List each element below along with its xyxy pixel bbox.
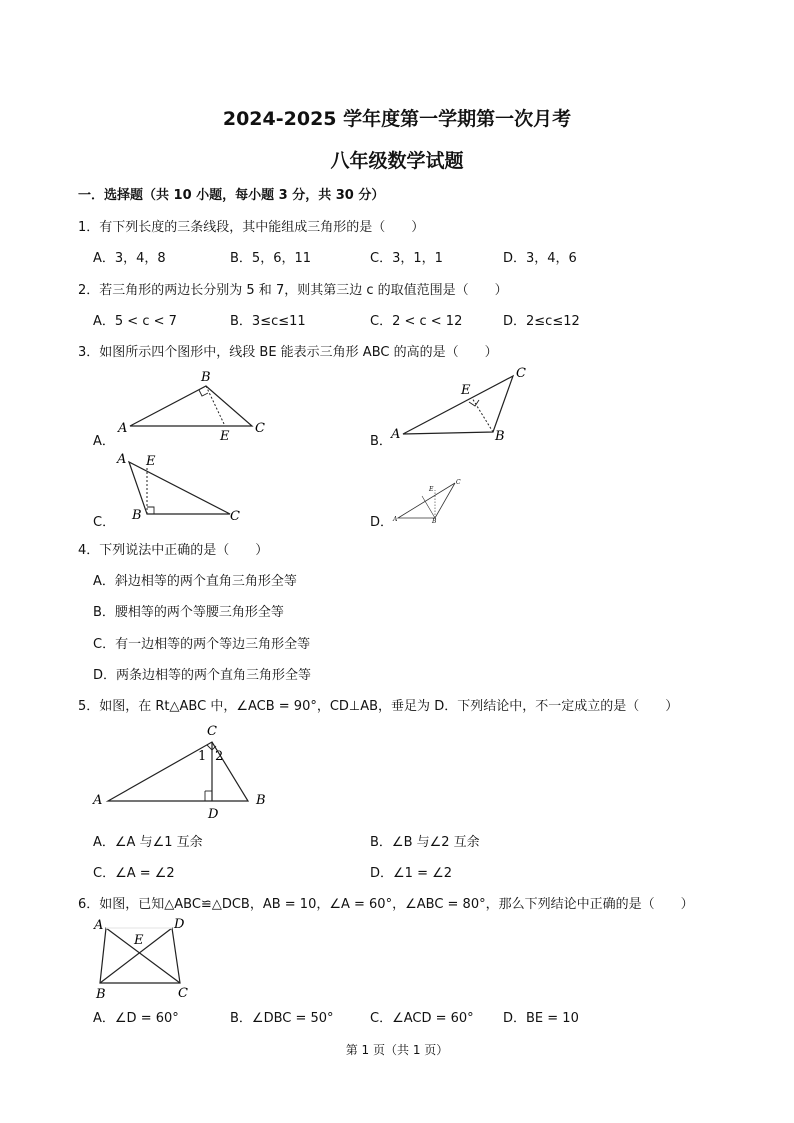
q3-label-d: D． [370, 515, 394, 530]
q6-figure [92, 914, 202, 1004]
q3c-label-a: A [117, 452, 127, 467]
q6-option-b: B．∠DBC = 50° [230, 1011, 334, 1026]
q3b-label-a: A [391, 427, 401, 442]
q3d-label-b: B [432, 518, 437, 525]
q3d-label-c: C [456, 479, 461, 486]
question-3-stem: 3．如图所示四个图形中，线段 BE 能表示三角形 ABC 的高的是（ ） [78, 345, 498, 360]
q5-label-1: 1 [198, 749, 207, 764]
q3-figure-d [392, 474, 472, 524]
q3-figure-a [110, 366, 280, 446]
q5-option-a: A．∠A 与∠1 互余 [93, 835, 203, 850]
q3b-label-e: E [461, 383, 471, 398]
section-heading: 一．选择题（共 10 小题，每小题 3 分，共 30 分） [78, 188, 385, 203]
q3a-label-c: C [255, 421, 265, 436]
q3a-label-b: B [201, 370, 211, 385]
q3b-label-b: B [495, 429, 505, 444]
q5-option-c: C．∠A = ∠2 [93, 866, 175, 881]
q6-label-a: A [94, 918, 104, 933]
q1-option-c: C．3，1，1 [370, 251, 443, 266]
q3a-label-a: A [118, 421, 128, 436]
q5-label-2: 2 [215, 749, 224, 764]
q2-option-b: B．3≤c≤11 [230, 314, 306, 329]
q1-option-d: D．3，4，6 [503, 251, 577, 266]
q3d-label-a: A [393, 516, 398, 523]
page-footer: 第 1 页（共 1 页） [345, 1043, 449, 1057]
q1-option-a: A．3，4，8 [93, 251, 166, 266]
q3a-label-e: E [220, 429, 230, 444]
q3-figure-c [112, 448, 252, 528]
q5-figure [88, 718, 288, 822]
q5-label-a: A [93, 793, 103, 808]
question-5-stem: 5．如图，在 Rt△ABC 中，∠ACB = 90°，CD⊥AB，垂足为 D．下列结论中，不一定成立的是（ ） [78, 699, 679, 714]
q3c-label-c: C [230, 509, 240, 524]
q3c-label-b: B [132, 508, 142, 523]
q3-figure-b [385, 362, 535, 442]
q4-option-d: D．两条边相等的两个直角三角形全等 [93, 668, 312, 683]
q6-label-d: D [174, 917, 185, 932]
q6-option-d: D．BE = 10 [503, 1011, 579, 1026]
q5-label-d: D [208, 807, 219, 822]
q2-option-c: C．2 < c < 12 [370, 314, 463, 329]
question-4-stem: 4．下列说法中正确的是（ ） [78, 543, 269, 558]
question-6-stem: 6．如图，已知△ABC≌△DCB，AB = 10，∠A = 60°，∠ABC = 80°，那么下列结论中正确的是（ ） [78, 897, 694, 912]
q3d-label-e: E [429, 486, 434, 493]
q5-option-b: B．∠B 与∠2 互余 [370, 835, 480, 850]
q3-label-c: C． [93, 515, 116, 530]
q4-option-c: C．有一边相等的两个等边三角形全等 [93, 637, 311, 652]
q6-option-a: A．∠D = 60° [93, 1011, 179, 1026]
q5-label-b: B [256, 793, 266, 808]
q3b-label-c: C [516, 366, 526, 381]
q5-option-d: D．∠1 = ∠2 [370, 866, 453, 881]
q6-label-c: C [178, 986, 188, 1001]
q6-label-e: E [134, 933, 144, 948]
question-1-stem: 1．有下列长度的三条线段，其中能组成三角形的是（ ） [78, 220, 425, 235]
q3-label-a: A． [93, 434, 115, 449]
q4-option-b: B．腰相等的两个等腰三角形全等 [93, 605, 284, 620]
q1-option-b: B．5，6，11 [230, 251, 312, 266]
exam-subtitle: 八年级数学试题 [330, 150, 464, 172]
q3-label-b: B． [370, 434, 392, 449]
q2-option-d: D．2≤c≤12 [503, 314, 580, 329]
question-2-stem: 2．若三角形的两边长分别为 5 和 7，则其第三边 c 的取值范围是（ ） [78, 283, 508, 298]
q5-label-c: C [207, 724, 217, 739]
exam-title: 2024-2025 学年度第一学期第一次月考 [222, 108, 572, 130]
q4-option-a: A．斜边相等的两个直角三角形全等 [93, 574, 297, 589]
q3c-label-e: E [146, 454, 156, 469]
q6-option-c: C．∠ACD = 60° [370, 1011, 474, 1026]
q2-option-a: A．5 < c < 7 [93, 314, 177, 329]
q6-label-b: B [96, 987, 106, 1002]
